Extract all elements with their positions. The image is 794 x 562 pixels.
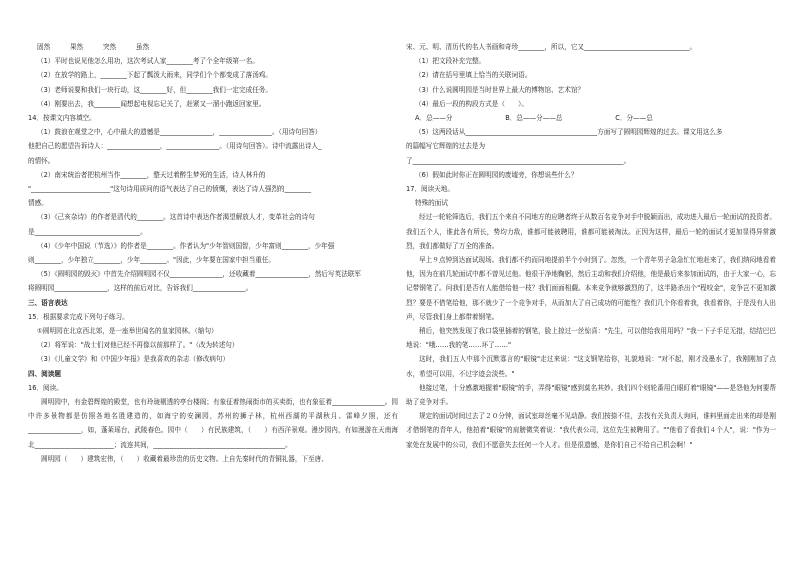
q15-item-1: ①圆明园在北京西北郊，是一座举世闻名的皇家园林。（缩句） [37, 327, 218, 336]
q14-line-12: 将圆明园________________，这样的前后对比，告诉我们________________。 [28, 284, 253, 293]
left-column [28, 40, 398, 466]
story-paragraph-3: 稍后，他突然发现了我口袋里插着的钢笔，脸上掠过一丝惊喜："先生，可以借给我用用吗？"我一下子手足无措，结结巴巴地说："哦……我的笔……坏了……" [406, 327, 776, 350]
q14-line-7: （3）《己亥杂诗》的作者是清代的________。这首诗中表达作者渴望解放人才，变革社会的诗句 [37, 213, 315, 222]
q5-line-1: （5）这两段话从________________________________________方面写了圆明园辉煌的过去。课文用这么多 [415, 128, 723, 137]
question-item-2: （2）请在括号里填上恰当的关联词语。 [415, 71, 532, 80]
q14-line-4: （2）南宋统治者把杭州当作________，整天过着醉生梦死的生活，诗人林升的 [37, 170, 266, 179]
q5-line-2: 的篇幅写它辉煌的过去是为 [406, 142, 486, 151]
q13-item-3: （3）老师说要和我们一块行动，这________好，但________我们一定完成任务。 [37, 85, 272, 94]
q13-item-4: （4）刚要出去，我________闻想起电视忘记关了，赶紧又一溜小跑返回家里。 [37, 99, 266, 108]
q14-line-10: 则________，少年独立________，少年________。"因此，少年要在国家中担当重任。 [28, 256, 276, 265]
q14-heading: 14．按课文内容填空。 [28, 114, 96, 123]
q17-heading: 17．阅读天地。 [406, 185, 454, 194]
story-paragraph-1: 经过一轮轮筛选后，我们五个来自不同地方的应聘者终于从数百名竞争对手中脱颖而出，成功进入最后一轮面试的投资者。我们五个人，谁此各有所长，势均力敌，谁都可能被聘用，谁都可能被淘汰。正因为这样，最后一轮的面试才更加显得异常激烈，我们都做好了万全的准备。 [406, 213, 776, 250]
q5-line-3: 了________________________________________________________________。 [406, 156, 631, 165]
q15-item-2: （2）将军说："战士们对他已经不再像以前那样了。"（改为转述句） [37, 341, 239, 350]
q14-line-1: （1）鼓浪在观堂之中，心中最大的遗憾是________________，________________。（用诗句回答） [37, 128, 322, 137]
q14-line-3: 的情怀。 [28, 156, 55, 165]
q14-line-2: 他把自己的愿望告诉诗人：________________，________________。（用诗句回答）。诗中流露出诗人_ [28, 142, 322, 151]
q13-item-2: （2）在放学的路上，________下起了瓢泼大雨来，同学们个个都变成了落汤鸡。 [37, 71, 272, 80]
q14-line-8: 是________________________________。 [28, 227, 147, 236]
question-item-4: （4）最后一段的构段方式是（ ）。 [415, 99, 528, 108]
q14-line-11: （5）《圆明园的毁灭》中首先介绍圆明园不仅________________，还收藏着________________，然后写英法联军 [37, 270, 361, 279]
word-bank: 固然 果然 突然 虽然 [37, 43, 150, 51]
right-column [406, 40, 776, 452]
q14-line-5: "________________________"这句诗用质问的语气表达了自己的愤慨，表达了诗人强烈的________ [28, 185, 312, 194]
q16-heading: 16．阅读。 [28, 383, 63, 392]
q6-line: （6）假如此时你正在圆明园的废墟旁，你想说些什么？ [415, 170, 578, 179]
q15-heading: 15．根据要求完成下列句子练习。 [28, 312, 129, 321]
passage-continued: 宋、元、明、清历代的名人书画和奇珍________，所以，它又________________________________。 [406, 43, 697, 51]
passage-last-line: 圆明园（ ）建筑宏伟，（ ）收藏着最珍贵的历史文物。上自先秦时代的青铜礼器，下至唐、 [41, 454, 328, 463]
story-paragraph-6: 规定的面试时间过去了２０分钟，面试室却丝毫不见动静。我们按捺不住，去找有关负责人询问，谁料里面走出来的却是刚才借钢笔的青年人，他拍着"眼镜"的肩膀微笑着说："我代表公司，这位先生被聘用了。""他看了看我们４个人"，说："作为一家处在发展中的公司，我们不愿意失去任何一个人才。但是很遗憾，是你们自己不给自己机会啊！" [406, 412, 776, 449]
question-item-3: （3）什么说圆明园是当时世界上最大的博物馆、艺术馆？ [415, 85, 585, 94]
choice-options: A．总——分 B．总——分——总 C．分——总 [415, 114, 653, 123]
passage-paragraph: 圆明园中，有金碧辉煌的殿堂，也有玲珑剔透的亭台楼阁；有象征着热闹街市的买卖街，也有象征着________________。园中许多景物都是仿照各地名胜建造的，如海宁的安澜园，苏州的狮子林，杭州西湖的平湖秋月、雷峰夕照，还有________________，如，蓬莱瑶台，武陵春色。园中（ ）有民族建筑，（ ）有西洋景观。漫步园内，有如漫游在天南海北________________________；流连其间，________________________________________。 [28, 398, 398, 449]
question-item-1: （1）把文段补充完整。 [415, 57, 486, 66]
story-title: 特殊的面试 [415, 199, 448, 208]
story-paragraph-4: 这时，我们五人中那个沉默寡言的"眼镜"走过来说："这支钢笔给你，礼貌地说："对不起，刚才没墨水了，我刚刚加了点水，希望可以用，不过字迹会淡些。" [406, 355, 776, 378]
story-paragraph-2: 早上９点钟到达面试现场。我们都不约而同地提前半个小时到了。忽然，一个青年男子急急忙忙地赶来了，我们纳闷地看着他，因为在前几轮面试中都不曾见过他。他很干净地鞠躬，然后主动和我们介绍他，他是最后来参加面试的，由于大家一心，忘记带钢笔了。问我们是否有人能借给他一枝？我们面面相觑。本来竞争就够激烈的了，这半路杀出个"程咬金"，竞争岂不更加激烈？要是不借笔给他，那不就少了一个竞争对手，从而加大了自己成功的可能性？我们几个你看着我，我看着你，于是没有人出声，尽管我们身上都带着钢笔。 [406, 256, 776, 321]
q14-line-9: （4）《少年中国说（节选）》的作者是________。作者认为"少年智则国智，少年富则________，少年强 [37, 241, 335, 250]
story-paragraph-5: 他接过笔，十分感激地握着"眼镜"的手，弄得"眼镜"感到莫名其妙。我们四个则轮番用白眼盯着"眼镜"——是怨他为何要帮助了竞争对手。 [406, 383, 776, 407]
q15-item-3: （3）《儿童文学》和《中国少年报》是我喜欢的杂志（修改病句） [37, 355, 230, 364]
section-4-title: 四、阅读题 [28, 369, 61, 378]
q13-item-1: （1）平时也说见他怎么用功，这次考试人家________考了个全年级第一名。 [37, 57, 259, 66]
section-3-title: 三、语言表达 [28, 298, 68, 307]
q14-line-6: 情感。 [28, 199, 48, 208]
